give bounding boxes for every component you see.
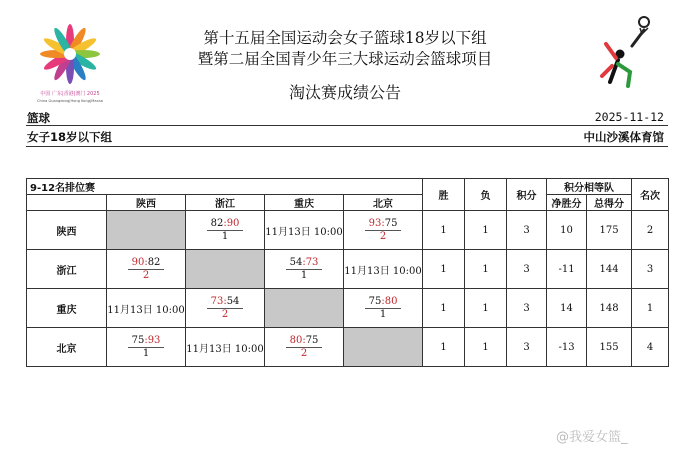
col-header-scored: 总得分 <box>587 195 632 211</box>
match-score <box>107 250 186 289</box>
match-points: 1 <box>300 270 308 281</box>
score-away: 75 <box>384 218 398 229</box>
results-table <box>26 178 669 367</box>
row-team-name: 浙江 <box>27 250 107 289</box>
col-header-points: 积分 <box>507 179 547 211</box>
match-score <box>344 211 423 250</box>
title-line-1: 第十五届全国运动会女子篮球18岁以下组 <box>203 29 487 47</box>
stat-scored: 144 <box>587 250 632 289</box>
score-away: 54 <box>226 296 240 307</box>
match-points: 2 <box>300 348 308 359</box>
stat-win: 1 <box>423 289 465 328</box>
stat-net: 10 <box>547 211 587 250</box>
match-points: 2 <box>221 309 229 320</box>
score-away: 82 <box>147 257 161 268</box>
stat-rank: 2 <box>632 211 669 250</box>
group-label: 女子18岁以下组 <box>27 130 113 144</box>
score-home: 93 <box>368 218 382 229</box>
stat-scored: 155 <box>587 328 632 367</box>
title-line-2: 暨第二届全国青少年三大球运动会篮球项目 <box>197 50 493 68</box>
col-header-win: 胜 <box>423 179 465 211</box>
divider <box>26 125 668 126</box>
score-separator: : <box>144 257 148 268</box>
col-header-team: 重庆 <box>265 195 344 211</box>
stat-win: 1 <box>423 328 465 367</box>
self-cell <box>265 289 344 328</box>
match-score <box>265 328 344 367</box>
stat-rank: 4 <box>632 328 669 367</box>
score-line <box>128 256 165 270</box>
stat-net: -11 <box>547 250 587 289</box>
table-row <box>27 211 669 250</box>
stat-win: 1 <box>423 250 465 289</box>
stat-win: 1 <box>423 211 465 250</box>
score-line <box>207 295 244 309</box>
match-score <box>344 289 423 328</box>
stat-scored: 175 <box>587 211 632 250</box>
stat-loss: 1 <box>465 211 507 250</box>
divider <box>26 146 668 147</box>
score-line <box>128 334 165 348</box>
match-points: 1 <box>221 231 229 242</box>
self-cell <box>186 250 265 289</box>
row-team-name: 陕西 <box>27 211 107 250</box>
score-home: 80 <box>289 335 303 346</box>
score-home: 75 <box>368 296 382 307</box>
stat-points: 3 <box>507 289 547 328</box>
score-line <box>286 256 323 270</box>
stat-loss: 1 <box>465 328 507 367</box>
scheduled-time: 11月13日 10:00 <box>107 289 186 328</box>
col-header-team: 北京 <box>344 195 423 211</box>
date-label: 2025-11-12 <box>594 110 664 124</box>
score-separator: : <box>302 257 306 268</box>
match-points: 2 <box>142 270 150 281</box>
logo-sub-text: China Guangdong|Hong Kong|Macao <box>37 99 103 103</box>
score-separator: : <box>302 335 306 346</box>
match-score <box>265 250 344 289</box>
section-title: 9-12名排位赛 <box>27 179 423 195</box>
score-line <box>207 217 244 231</box>
col-header-team: 浙江 <box>186 195 265 211</box>
row-team-name: 北京 <box>27 328 107 367</box>
score-line <box>365 295 402 309</box>
score-line <box>365 217 402 231</box>
stat-points: 3 <box>507 328 547 367</box>
col-header-net: 净胜分 <box>547 195 587 211</box>
match-score <box>186 211 265 250</box>
sport-label: 篮球 <box>27 111 50 125</box>
match-score <box>186 289 265 328</box>
score-home: 75 <box>131 335 145 346</box>
scheduled-time: 11月13日 10:00 <box>186 328 265 367</box>
logo-event-text: 中国 广东|香港|澳门 2025 <box>40 91 100 97</box>
score-away: 73 <box>305 257 319 268</box>
stat-scored: 148 <box>587 289 632 328</box>
stat-loss: 1 <box>465 289 507 328</box>
match-points: 1 <box>142 348 150 359</box>
match-points: 1 <box>379 309 387 320</box>
score-home: 73 <box>210 296 224 307</box>
stat-loss: 1 <box>465 250 507 289</box>
score-separator: : <box>381 218 385 229</box>
score-home: 82 <box>210 218 224 229</box>
score-home: 54 <box>289 257 303 268</box>
stat-net: -13 <box>547 328 587 367</box>
score-away: 90 <box>226 218 240 229</box>
announcement-title: 淘汰赛成绩公告 <box>288 83 401 102</box>
score-home: 90 <box>131 257 145 268</box>
match-score <box>107 328 186 367</box>
stat-points: 3 <box>507 250 547 289</box>
score-away: 75 <box>305 335 319 346</box>
stat-rank: 3 <box>632 250 669 289</box>
self-cell <box>344 328 423 367</box>
score-separator: : <box>223 218 227 229</box>
score-separator: : <box>381 296 385 307</box>
row-team-name: 重庆 <box>27 289 107 328</box>
table-row <box>27 250 669 289</box>
stat-points: 3 <box>507 211 547 250</box>
score-away: 93 <box>147 335 161 346</box>
scheduled-time: 11月13日 10:00 <box>344 250 423 289</box>
table-row <box>27 289 669 328</box>
score-separator: : <box>144 335 148 346</box>
score-away: 80 <box>384 296 398 307</box>
self-cell <box>107 211 186 250</box>
match-points: 2 <box>379 231 387 242</box>
venue-label: 中山沙溪体育馆 <box>583 130 664 144</box>
table-row <box>27 328 669 367</box>
score-separator: : <box>223 296 227 307</box>
watermark: @我爱女篮_ <box>556 430 628 445</box>
score-line <box>286 334 323 348</box>
stat-rank: 1 <box>632 289 669 328</box>
col-header-team: 陕西 <box>107 195 186 211</box>
col-header-loss: 负 <box>465 179 507 211</box>
corner-cell <box>27 195 107 211</box>
stat-net: 14 <box>547 289 587 328</box>
col-header-tiebreak: 积分相等队 <box>547 179 632 195</box>
scheduled-time: 11月13日 10:00 <box>265 211 344 250</box>
col-header-rank: 名次 <box>632 179 669 211</box>
